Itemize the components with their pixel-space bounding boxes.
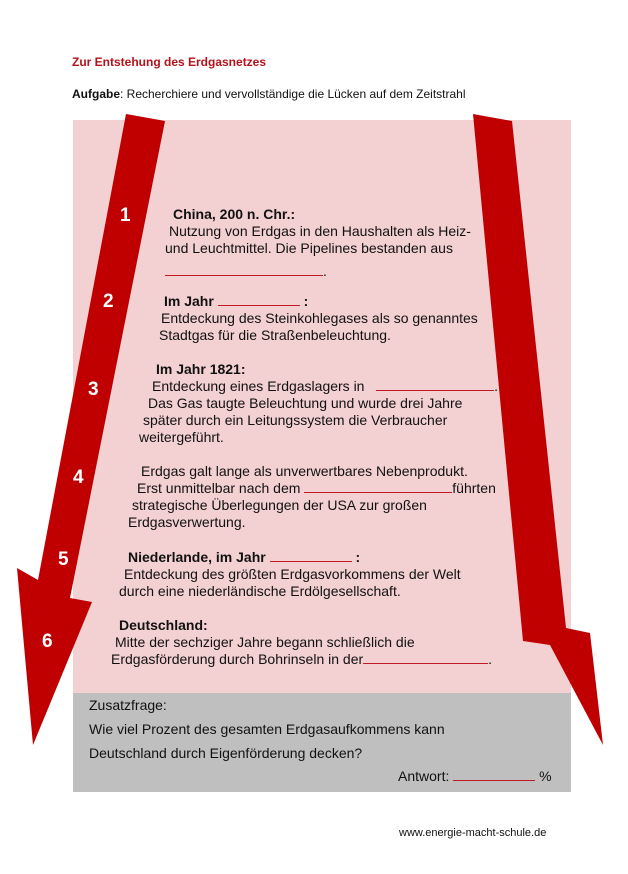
year-blank[interactable] xyxy=(270,549,352,562)
page-title: Zur Entstehung des Erdgasnetzes xyxy=(72,55,267,69)
item-line: Erdgasverwertung. xyxy=(128,514,246,530)
item-line: später durch ein Leitungssystem die Verbraucher xyxy=(143,412,448,428)
item-line: Entdeckung eines Erdgaslagers in xyxy=(152,378,365,394)
item-line: Entdeckung des Steinkohlegases als so genanntes xyxy=(161,310,478,326)
footer-url[interactable]: www.energie-macht-schule.de xyxy=(399,827,547,839)
extra-question-line: Wie viel Prozent des gesamten Erdgasaufkommens kann xyxy=(89,721,445,737)
answer-row xyxy=(398,768,552,784)
item-heading-colon: : xyxy=(355,549,361,565)
answer-blank[interactable] xyxy=(304,480,452,493)
item-heading: Im Jahr 1821: xyxy=(156,361,246,377)
item-line: Erst unmittelbar nach dem xyxy=(137,480,301,496)
item-line: Nutzung von Erdgas in den Haushalten als Heiz- xyxy=(169,223,471,239)
timeline-item-2 xyxy=(159,293,478,344)
item-heading: China, 200 n. Chr.: xyxy=(173,206,296,222)
answer-blank[interactable] xyxy=(363,651,488,664)
answer-blank[interactable] xyxy=(165,263,323,276)
item-line: Erdgasförderung durch Bohrinseln in der xyxy=(111,651,364,667)
item-heading: Niederlande, im Jahr xyxy=(128,549,266,565)
item-line: Entdeckung des größten Erdgasvorkommens der Welt xyxy=(124,566,461,582)
answer-unit: % xyxy=(539,768,552,784)
task-text: : Recherchiere und vervollständige die Lücken auf dem Zeitstrahl xyxy=(120,87,466,101)
extra-question-label: Zusatzfrage: xyxy=(89,697,167,713)
item-line: Stadtgas für die Straßenbeleuchtung. xyxy=(159,327,391,343)
timeline-item-3 xyxy=(139,361,498,446)
item-punctuation: . xyxy=(494,378,499,394)
timeline-number-5: 5 xyxy=(58,549,69,570)
timeline-number-2: 2 xyxy=(103,291,114,312)
extra-question-line: Deutschland durch Eigenförderung decken? xyxy=(89,745,363,761)
item-punctuation: . xyxy=(488,651,493,667)
timeline-number-6: 6 xyxy=(42,631,53,652)
timeline-item-6 xyxy=(111,617,492,668)
item-line: weitergeführt. xyxy=(139,429,224,445)
timeline-item-5 xyxy=(119,549,461,600)
timeline-item-1 xyxy=(165,206,471,280)
task-label: Aufgabe xyxy=(72,87,120,101)
timeline-number-1: 1 xyxy=(120,205,131,226)
timeline-item-4 xyxy=(128,463,496,531)
item-line: führten xyxy=(452,480,496,496)
timeline-number-3: 3 xyxy=(88,379,99,400)
item-line: und Leuchtmittel. Die Pipelines bestanden aus xyxy=(165,240,453,256)
timeline-number-4: 4 xyxy=(73,467,84,488)
year-blank[interactable] xyxy=(218,293,300,306)
item-heading: Deutschland: xyxy=(119,617,208,633)
item-line: Erdgas galt lange als unverwertbares Nebenprodukt. xyxy=(141,463,468,479)
answer-label: Antwort: xyxy=(398,768,450,784)
item-line: Das Gas taugte Beleuchtung und wurde drei Jahre xyxy=(148,395,463,411)
item-line: durch eine niederländische Erdölgesellschaft. xyxy=(119,583,401,599)
answer-blank[interactable] xyxy=(376,378,494,391)
item-heading-colon: : xyxy=(303,293,309,309)
item-heading: Im Jahr xyxy=(164,293,214,309)
item-line: Mitte der sechziger Jahre begann schließlich die xyxy=(115,634,415,650)
item-line: strategische Überlegungen der USA zur großen xyxy=(132,497,427,513)
item-punctuation: . xyxy=(323,263,327,279)
percent-answer-blank[interactable] xyxy=(453,768,535,781)
